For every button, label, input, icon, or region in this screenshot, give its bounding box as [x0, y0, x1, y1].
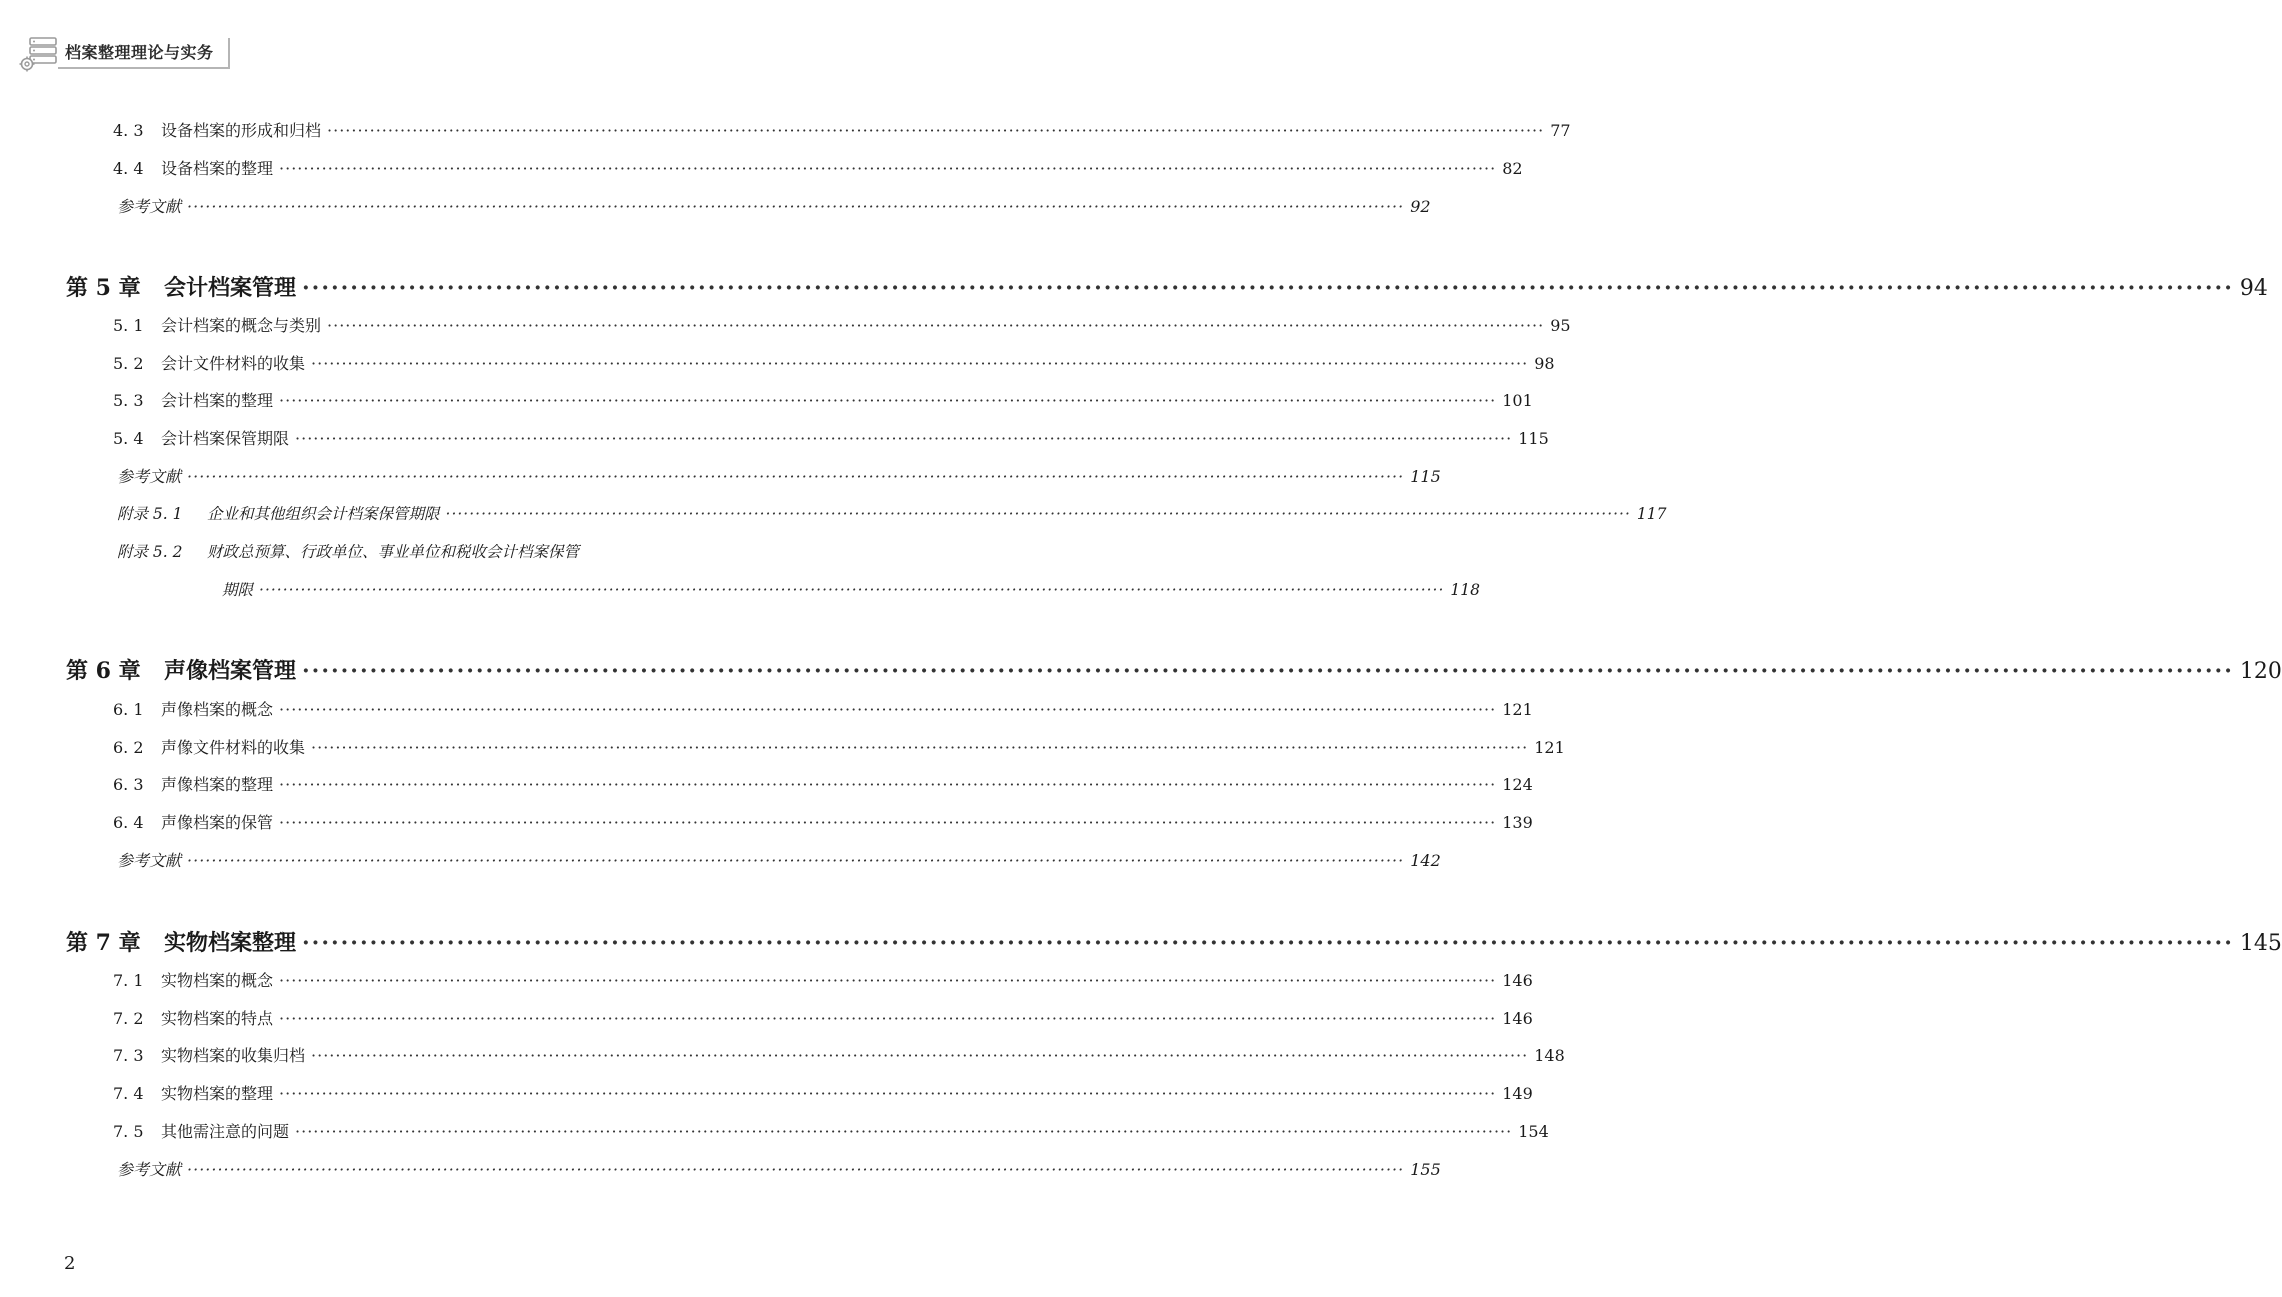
entry-page: 146	[1502, 971, 1533, 990]
entry-number: 附录 5. 2	[117, 543, 183, 561]
entry-title: 会计档案的概念与类别	[161, 316, 322, 335]
entry-title: 设备档案的形成和归档	[161, 121, 322, 140]
entry-page: 118	[1450, 581, 1481, 599]
entry-page: 101	[1502, 391, 1533, 410]
entry-number: 7. 5	[113, 1122, 144, 1141]
dot-leader: ········································································································································································································	[279, 159, 1497, 178]
toc-entry	[113, 1043, 1565, 1066]
entry-page: 98	[1534, 354, 1555, 373]
entry-number: 4. 4	[113, 159, 144, 178]
entry-number: 附录 5. 1	[117, 505, 183, 523]
dot-leader: ········································································································································································································	[279, 700, 1497, 719]
server-gear-icon	[18, 34, 62, 74]
toc-entry	[113, 426, 1549, 449]
dot-leader: ········································································································································································································	[295, 429, 1513, 448]
entry-title: 声像档案的概念	[161, 700, 274, 719]
entry-title: 参考文献	[117, 851, 182, 870]
toc-entry	[113, 735, 1565, 758]
entry-number: 第 5 章	[66, 275, 141, 301]
dot-leader: ········································································································································································································	[302, 658, 2234, 684]
toc-chapter-entry	[66, 926, 2282, 957]
toc-entry	[117, 848, 1441, 871]
entry-page: 94	[2239, 276, 2268, 301]
entry-page: 142	[1410, 851, 1441, 870]
toc-entry	[113, 1006, 1533, 1029]
entry-number: 6. 1	[113, 700, 144, 719]
entry-title: 声像文件材料的收集	[161, 738, 306, 757]
entry-title: 实物档案的整理	[161, 1084, 274, 1103]
entry-page: 154	[1518, 1122, 1549, 1141]
dot-leader: ········································································································································································································	[311, 738, 1529, 757]
entry-title: 实物档案的收集归档	[161, 1046, 306, 1065]
entry-page: 146	[1502, 1009, 1533, 1028]
entry-title: 设备档案的整理	[161, 159, 274, 178]
toc-entry	[113, 313, 1571, 336]
dot-leader: ········································································································································································································	[187, 197, 1405, 216]
toc-entry	[117, 1157, 1441, 1180]
toc-entry	[113, 118, 1571, 141]
page-number: 2	[64, 1253, 76, 1274]
entry-title: 参考文献	[117, 467, 182, 486]
entry-page: 148	[1534, 1046, 1565, 1065]
entry-page: 92	[1410, 197, 1431, 216]
entry-title: 实物档案的特点	[161, 1009, 274, 1028]
dot-leader: ········································································································································································································	[302, 275, 2234, 301]
dot-leader: ········································································································································································································	[295, 1122, 1513, 1141]
toc-entry	[113, 156, 1523, 179]
entry-page: 120	[2239, 659, 2282, 684]
entry-number: 第 6 章	[66, 658, 141, 684]
entry-title: 会计档案管理	[164, 275, 297, 301]
entry-title: 声像档案的保管	[161, 813, 274, 832]
entry-number: 5. 3	[113, 391, 144, 410]
header-rule-vertical	[228, 38, 230, 68]
entry-number: 5. 2	[113, 354, 144, 373]
entry-page: 121	[1534, 738, 1565, 757]
dot-leader: ········································································································································································································	[302, 930, 2234, 956]
entry-page: 77	[1550, 121, 1571, 140]
dot-leader: ········································································································································································································	[327, 316, 1545, 335]
entry-title: 声像档案管理	[164, 658, 297, 684]
entry-title: 财政总预算、行政单位、事业单位和税收会计档案保管	[207, 543, 580, 561]
entry-title: 会计文件材料的收集	[161, 354, 306, 373]
entry-page: 115	[1410, 467, 1441, 486]
toc-entry	[113, 968, 1533, 991]
dot-leader: ········································································································································································································	[311, 1046, 1529, 1065]
dot-leader: ········································································································································································································	[279, 775, 1497, 794]
entry-number: 7. 2	[113, 1009, 144, 1028]
entry-number: 4. 3	[113, 121, 144, 140]
entry-page: 139	[1502, 813, 1533, 832]
dot-leader: ········································································································································································································	[259, 581, 1445, 599]
dot-leader: ········································································································································································································	[279, 971, 1497, 990]
entry-title: 其他需注意的问题	[161, 1122, 290, 1141]
entry-number: 7. 1	[113, 971, 144, 990]
dot-leader: ········································································································································································································	[445, 505, 1631, 523]
dot-leader: ········································································································································································································	[279, 1084, 1497, 1103]
entry-page: 124	[1502, 775, 1533, 794]
entry-number: 6. 3	[113, 775, 144, 794]
dot-leader: ········································································································································································································	[279, 391, 1497, 410]
entry-title: 会计档案保管期限	[161, 429, 290, 448]
dot-leader: ········································································································································································································	[187, 851, 1405, 870]
entry-page: 145	[2239, 931, 2282, 956]
entry-number: 第 7 章	[66, 930, 141, 956]
entry-page: 117	[1636, 505, 1667, 523]
entry-page: 121	[1502, 700, 1533, 719]
dot-leader: ········································································································································································································	[311, 354, 1529, 373]
dot-leader: ········································································································································································································	[327, 121, 1545, 140]
header-rule-horizontal	[58, 67, 230, 69]
entry-title: 期限	[222, 581, 254, 599]
entry-page: 82	[1502, 159, 1523, 178]
dot-leader: ········································································································································································································	[279, 813, 1497, 832]
entry-title: 参考文献	[117, 197, 182, 216]
entry-number: 7. 4	[113, 1084, 144, 1103]
entry-title: 参考文献	[117, 1160, 182, 1179]
toc-entry	[117, 194, 1431, 217]
toc-entry	[117, 540, 739, 562]
entry-title: 声像档案的整理	[161, 775, 274, 794]
entry-title: 实物档案整理	[164, 930, 297, 956]
toc-entry	[113, 351, 1555, 374]
entry-number: 6. 4	[113, 813, 144, 832]
toc-chapter-entry	[66, 271, 2268, 302]
toc-entry	[113, 388, 1533, 411]
entry-number: 6. 2	[113, 738, 144, 757]
entry-page: 149	[1502, 1084, 1533, 1103]
entry-number: 7. 3	[113, 1046, 144, 1065]
toc-entry	[113, 810, 1533, 833]
toc-entry	[113, 697, 1533, 720]
entry-page: 115	[1518, 429, 1549, 448]
dot-leader: ········································································································································································································	[279, 1009, 1497, 1028]
entry-page: 155	[1410, 1160, 1441, 1179]
header-title: 档案整理理论与实务	[65, 43, 214, 62]
dot-leader: ········································································································································································································	[187, 467, 1405, 486]
toc-entry	[222, 578, 1481, 600]
running-header	[18, 34, 230, 74]
entry-number: 5. 4	[113, 429, 144, 448]
entry-title: 企业和其他组织会计档案保管期限	[207, 505, 440, 523]
entry-number: 5. 1	[113, 316, 144, 335]
entry-page: 95	[1550, 316, 1571, 335]
toc-entry	[113, 1081, 1533, 1104]
entry-title: 会计档案的整理	[161, 391, 274, 410]
toc-entry	[117, 502, 1667, 524]
toc-chapter-entry	[66, 654, 2282, 685]
toc-entry	[113, 1119, 1549, 1142]
toc-entry	[113, 772, 1533, 795]
entry-title: 实物档案的概念	[161, 971, 274, 990]
toc-entry	[117, 464, 1441, 487]
dot-leader: ········································································································································································································	[187, 1160, 1405, 1179]
